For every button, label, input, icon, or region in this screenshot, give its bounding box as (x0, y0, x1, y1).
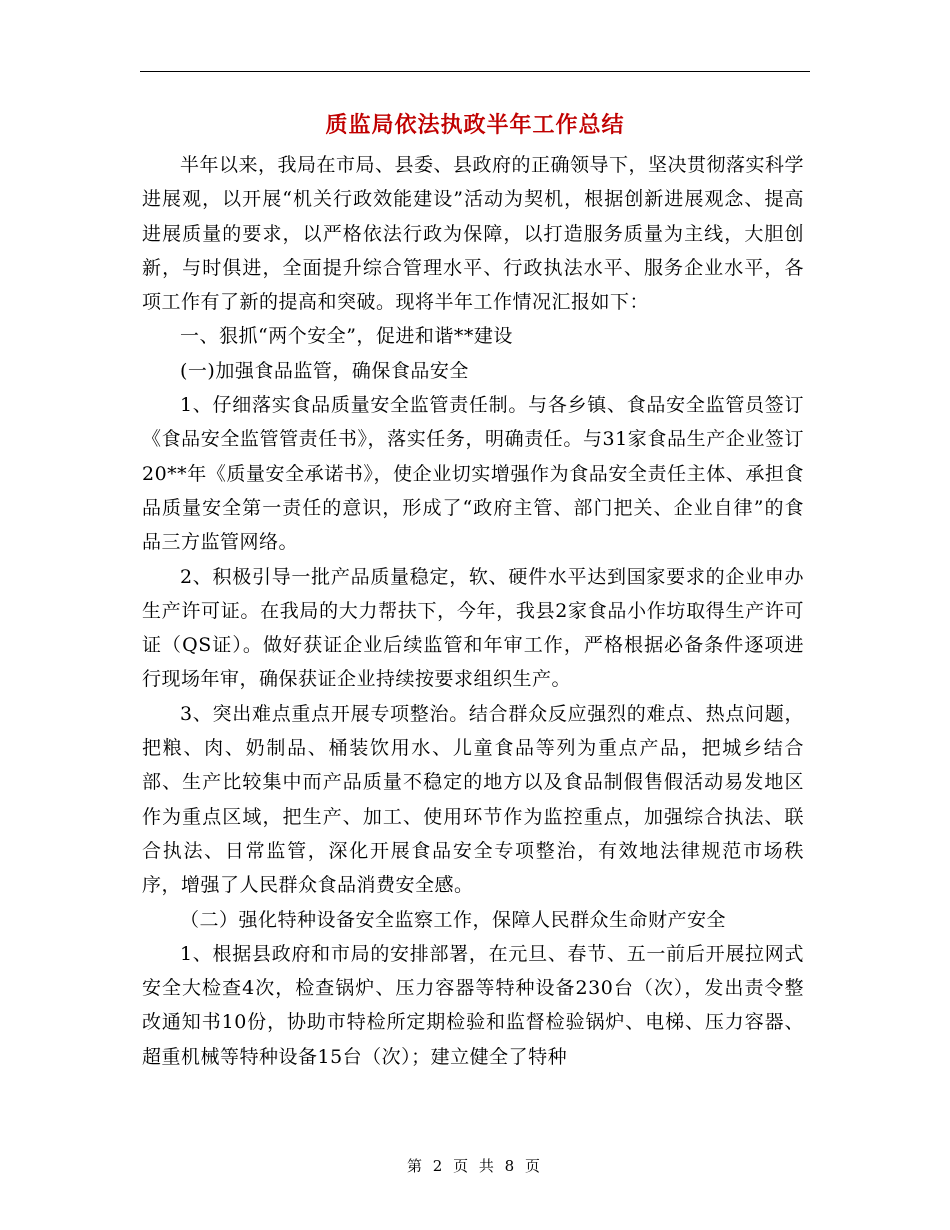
paragraph-item-2: 2、积极引导一批产品质量稳定，软、硬件水平达到国家要求的企业申办生产许可证。在我局的大力帮扶下，今年，我县2家食品小作坊取得生产许可证（QS证）。做好获证企业后续监管和年审工作，严格根据必备条件逐项进行现场年审，确保获证企业持续按要求组织生产。 (142, 565, 804, 691)
document-body (142, 148, 804, 1074)
header-rule (140, 71, 810, 72)
heading-section-1: 一、狠抓“两个安全”，促进和谐**建设 (180, 325, 513, 348)
heading-subsection-2: （二）强化特种设备安全监察工作，保障人民群众生命财产安全 (180, 908, 727, 931)
paragraph-intro: 半年以来，我局在市局、县委、县政府的正确领导下，坚决贯彻落实科学进展观，以开展“机关行政效能建设”活动为契机，根据创新进展观念、提高进展质量的要求，以严格依法行政为保障，以打造服务质量为主线，大胆创新，与时俱进，全面提升综合管理水平、行政执法水平、服务企业水平，各项工作有了新的提高和突破。现将半年工作情况汇报如下： (142, 154, 805, 314)
paragraph-item-4: 1、根据县政府和市局的安排部署，在元旦、春节、五一前后开展拉网式安全大检查4次，检查锅炉、压力容器等特种设备230台（次），发出责令整改通知书10份，协助市特检所定期检验和监督检验锅炉、电梯、压力容器、超重机械等特种设备15台（次）；建立健全了特种 (142, 942, 804, 1068)
page-number: 第 2 页 共 8 页 (407, 1157, 543, 1175)
heading-subsection-1: (一)加强食品监管，确保食品安全 (180, 359, 469, 382)
document-title: 质监局依法执政半年工作总结 (325, 112, 625, 138)
paragraph-item-1: 1、仔细落实食品质量安全监管责任制。与各乡镇、食品安全监管员签订《食品安全监管管责任书》，落实任务，明确责任。与31家食品生产企业签订20**年《质量安全承诺书》，使企业切实增强作为食品安全责任主体、承担食品质量安全第一责任的意识，形成了“政府主管、部门把关、企业自律”的食品三方监管网络。 (142, 394, 804, 554)
paragraph-item-3: 3、突出难点重点开展专项整治。结合群众反应强烈的难点、热点问题，把粮、肉、奶制品、桶装饮用水、儿童食品等列为重点产品，把城乡结合部、生产比较集中而产品质量不稳定的地方以及食品制假售假活动易发地区作为重点区域，把生产、加工、使用环节作为监控重点，加强综合执法、联合执法、日常监管，深化开展食品安全专项整治，有效地法律规范市场秩序，增强了人民群众食品消费安全感。 (142, 702, 804, 897)
